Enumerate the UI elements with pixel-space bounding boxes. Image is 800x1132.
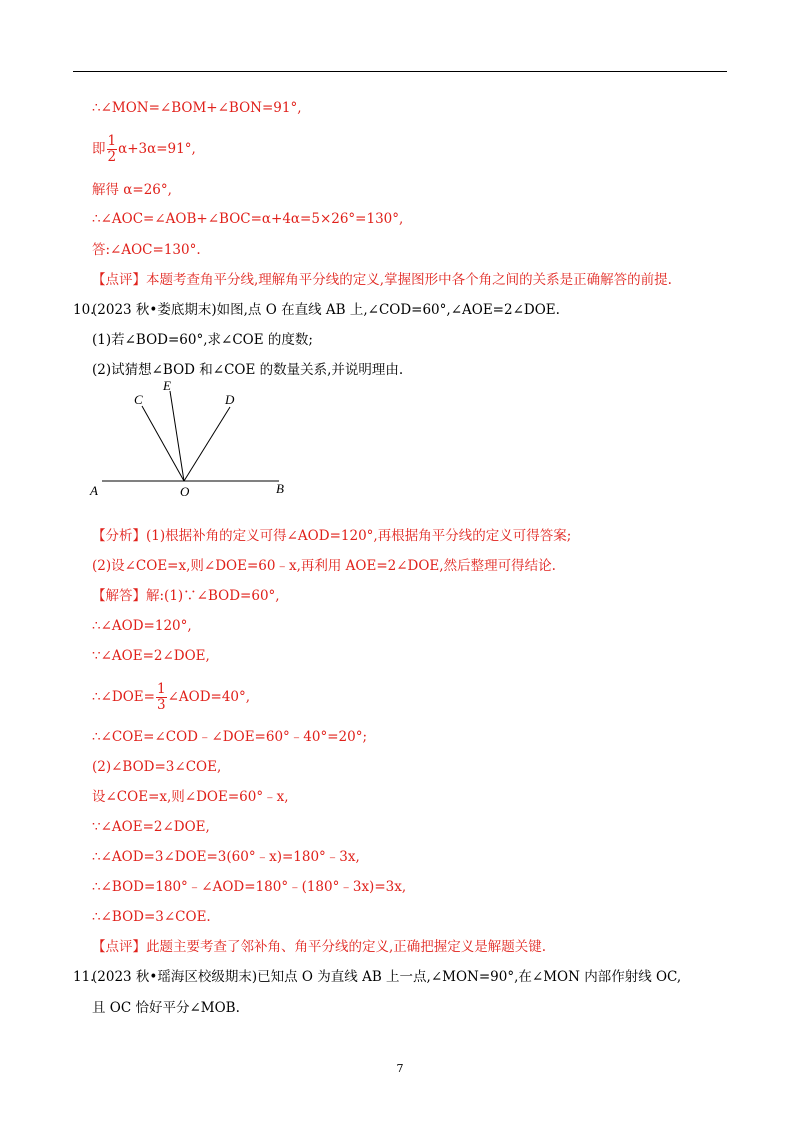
question-part-2: (2)试猜想∠BOD 和∠COE 的数量关系,并说明理由. (92, 362, 404, 378)
answer-line: ∴∠AOD=120°, (92, 618, 192, 634)
label-b: B (276, 481, 284, 496)
solution-line-fraction (92, 134, 196, 165)
header-rule (73, 71, 727, 72)
answer-line: 【解答】解:(1)∵∠BOD=60°, (92, 588, 280, 604)
label-o: O (180, 484, 190, 499)
question-stem: (2023 秋•瑶海区校级期末)已知点 O 为直线 AB 上一点,∠MON=90°,在∠MON 内部作射线 OC, (92, 969, 682, 985)
fraction-denominator: 2 (107, 149, 117, 165)
question-stem-continued: 且 OC 恰好平分∠MOB. (92, 1000, 240, 1016)
solution-line: ∴∠MON=∠BOM+∠BON=91°, (92, 100, 302, 116)
solution-line: 答:∠AOC=130°. (92, 242, 201, 258)
review-line: 【点评】本题考查角平分线,理解角平分线的定义,掌握图形中各个角之间的关系是正确解答的前提. (92, 272, 672, 288)
answer-line-fraction (92, 682, 250, 713)
answer-line: 设∠COE=x,则∠DOE=60°﹣x, (92, 789, 289, 805)
solution-line: ∴∠AOC=∠AOB+∠BOC=α+4α=5×26°=130°, (92, 211, 404, 227)
review-line: 【点评】此题主要考查了邻补角、角平分线的定义,正确把握定义是解题关键. (92, 939, 547, 955)
label-a: A (90, 483, 98, 498)
fraction-denominator: 3 (156, 697, 166, 713)
label-c: C (134, 392, 143, 407)
answer-line: ∴∠COE=∠COD﹣∠DOE=60°﹣40°=20°; (92, 729, 368, 745)
answer-line: ∴∠BOD=3∠COE. (92, 909, 211, 925)
page-number: 7 (396, 1062, 404, 1075)
fraction-numerator: 1 (107, 133, 117, 149)
answer-line: ∴∠BOD=180°﹣∠AOD=180°﹣(180°﹣3x)=3x, (92, 879, 407, 895)
solution-line: 解得 α=26°, (92, 182, 172, 198)
answer-line: ∴∠AOD=3∠DOE=3(60°﹣x)=180°﹣3x, (92, 849, 360, 865)
answer-line: (2)∠BOD=3∠COE, (92, 759, 222, 775)
analysis-line: 【分析】(1)根据补角的定义可得∠AOD=120°,再根据角平分线的定义可得答案; (92, 528, 572, 544)
label-d: D (225, 392, 235, 407)
answer-line: ∵∠AOE=2∠DOE, (92, 819, 210, 835)
fraction (156, 682, 167, 713)
question-number: 10. (73, 302, 95, 318)
answer-line: ∵∠AOE=2∠DOE, (92, 648, 210, 664)
fraction-numerator: 1 (156, 681, 166, 697)
label-e: E (163, 380, 171, 393)
fraction (107, 134, 118, 165)
text-suffix: α+3α=91°, (118, 141, 196, 157)
geometry-figure (84, 380, 304, 500)
analysis-line: (2)设∠COE=x,则∠DOE=60﹣x,再利用 AOE=2∠DOE,然后整理可得结论. (92, 558, 556, 574)
question-part-1: (1)若∠BOD=60°,求∠COE 的度数; (92, 332, 313, 348)
text-suffix: ∠AOD=40°, (167, 689, 251, 705)
question-number: 11. (73, 969, 95, 985)
text-prefix: ∴∠DOE= (92, 689, 155, 705)
text-prefix: 即 (92, 141, 106, 157)
ray-od (184, 407, 230, 481)
question-stem: (2023 秋•娄底期末)如图,点 O 在直线 AB 上,∠COD=60°,∠AOE=2∠DOE. (92, 302, 560, 318)
